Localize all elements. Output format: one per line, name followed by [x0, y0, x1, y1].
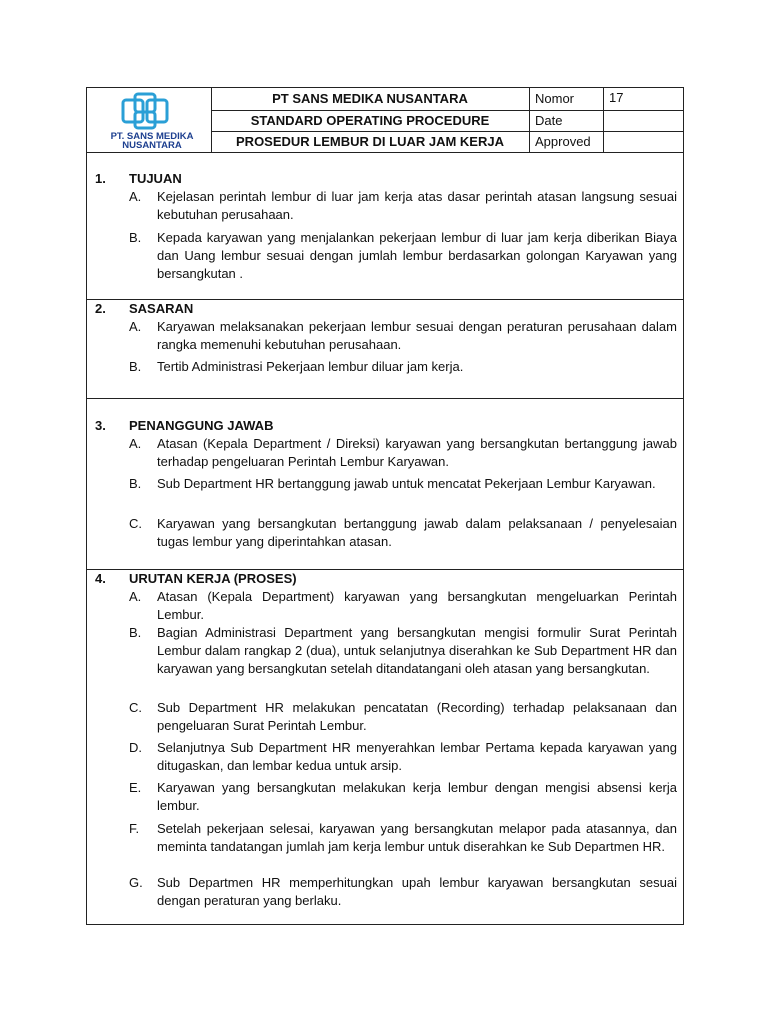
- medical-cross-icon: [95, 92, 209, 132]
- item-text: Atasan (Kepala Department / Direksi) karyawan yang bersangkutan bertanggung jawab terhadap pengeluaran Perintah Lembur Karyawan.: [157, 436, 677, 469]
- company-name: PT SANS MEDIKA NUSANTARA: [272, 91, 468, 106]
- item-letter: C.: [129, 516, 142, 531]
- item-letter: B.: [129, 476, 142, 491]
- item-letter: E.: [129, 780, 142, 795]
- item-letter: G.: [129, 875, 143, 890]
- document-type: STANDARD OPERATING PROCEDURE: [250, 113, 490, 128]
- approved-label: Approved: [535, 134, 591, 149]
- nomor-value: 17: [609, 90, 624, 105]
- item-text: Setelah pekerjaan selesai, karyawan yang bersangkutan melapor pada atasannya, dan meminta tandatangan jumlah jam kerja lembur untuk diserahkan ke Sub Departmen HR.: [157, 821, 677, 854]
- sop-document: [86, 87, 684, 925]
- logo-text-line2: NUSANTARA: [122, 140, 182, 151]
- item-text: Sub Departmen HR memperhitungkan upah lembur karyawan bersangkutan sesuai dengan peraturan yang berlaku.: [157, 875, 677, 908]
- date-label: Date: [535, 113, 563, 128]
- nomor-label: Nomor: [535, 91, 575, 106]
- procedure-title: PROSEDUR LEMBUR DI LUAR JAM KERJA: [236, 134, 504, 149]
- item-text: Selanjutnya Sub Department HR menyerahkan lembar Pertama kepada karyawan yang ditugaskan, dan lembar kedua untuk arsip.: [157, 740, 677, 773]
- item-text: Karyawan yang bersangkutan melakukan kerja lembur dengan mengisi absensi kerja lembur.: [157, 780, 677, 813]
- item-letter: D.: [129, 740, 142, 755]
- item-text: Atasan (Kepala Department) karyawan yang bersangkutan mengeluarkan Perintah Lembur.: [157, 589, 677, 622]
- item-text: Tertib Administrasi Pekerjaan lembur diluar jam kerja.: [157, 359, 464, 374]
- item-letter: A.: [129, 436, 142, 451]
- logo-text-line1: PT. SANS MEDIKA: [110, 131, 194, 142]
- item-letter: B.: [129, 230, 142, 245]
- section-title: SASARAN: [129, 301, 194, 316]
- section-title: PENANGGUNG JAWAB: [129, 418, 274, 433]
- section-divider: [87, 398, 683, 399]
- item-text: Karyawan melaksanakan pekerjaan lembur sesuai dengan peraturan perusahaan dalam rangka memenuhi kebutuhan perusahaan.: [157, 319, 677, 352]
- item-letter: A.: [129, 319, 142, 334]
- company-logo: [95, 92, 209, 150]
- item-text: Kepada karyawan yang menjalankan pekerjaan lembur di luar jam kerja diberikan Biaya dan Uang lembur sesuai dengan jumlah lembur berdasarkan golongan Karyawan yang bersangkutan .: [157, 230, 677, 281]
- item-letter: C.: [129, 700, 142, 715]
- item-letter: A.: [129, 589, 142, 604]
- item-text: Sub Department HR bertanggung jawab untuk mencatat Pekerjaan Lembur Karyawan.: [157, 476, 656, 491]
- section-title: URUTAN KERJA (PROSES): [129, 571, 297, 586]
- section-number: 3.: [95, 418, 106, 433]
- section-number: 2.: [95, 301, 106, 316]
- item-letter: F.: [129, 821, 140, 836]
- section-number: 1.: [95, 171, 106, 186]
- item-text: Bagian Administrasi Department yang bersangkutan mengisi formulir Surat Perintah Lembur dalam rangkap 2 (dua), untuk selanjutnya diserahkan ke Sub Department HR dan karyawan yang bersangkutan setelah ditandatangani oleh atasan yang bersangkutan.: [157, 625, 677, 676]
- item-text: Sub Department HR melakukan pencatatan (Recording) terhadap pelaksanaan dan pengeluaran Surat Perintah Lembur.: [157, 700, 677, 733]
- item-text: Kejelasan perintah lembur di luar jam kerja atas dasar perintah atasan langsung sesuai kebutuhan perusahaan.: [157, 189, 677, 222]
- section-number: 4.: [95, 571, 106, 586]
- section-title: TUJUAN: [129, 171, 182, 186]
- item-letter: B.: [129, 625, 142, 640]
- item-text: Karyawan yang bersangkutan bertanggung jawab dalam pelaksanaan / penyelesaian tugas lembur yang diperintahkan atasan.: [157, 516, 677, 549]
- item-letter: A.: [129, 189, 142, 204]
- item-letter: B.: [129, 359, 142, 374]
